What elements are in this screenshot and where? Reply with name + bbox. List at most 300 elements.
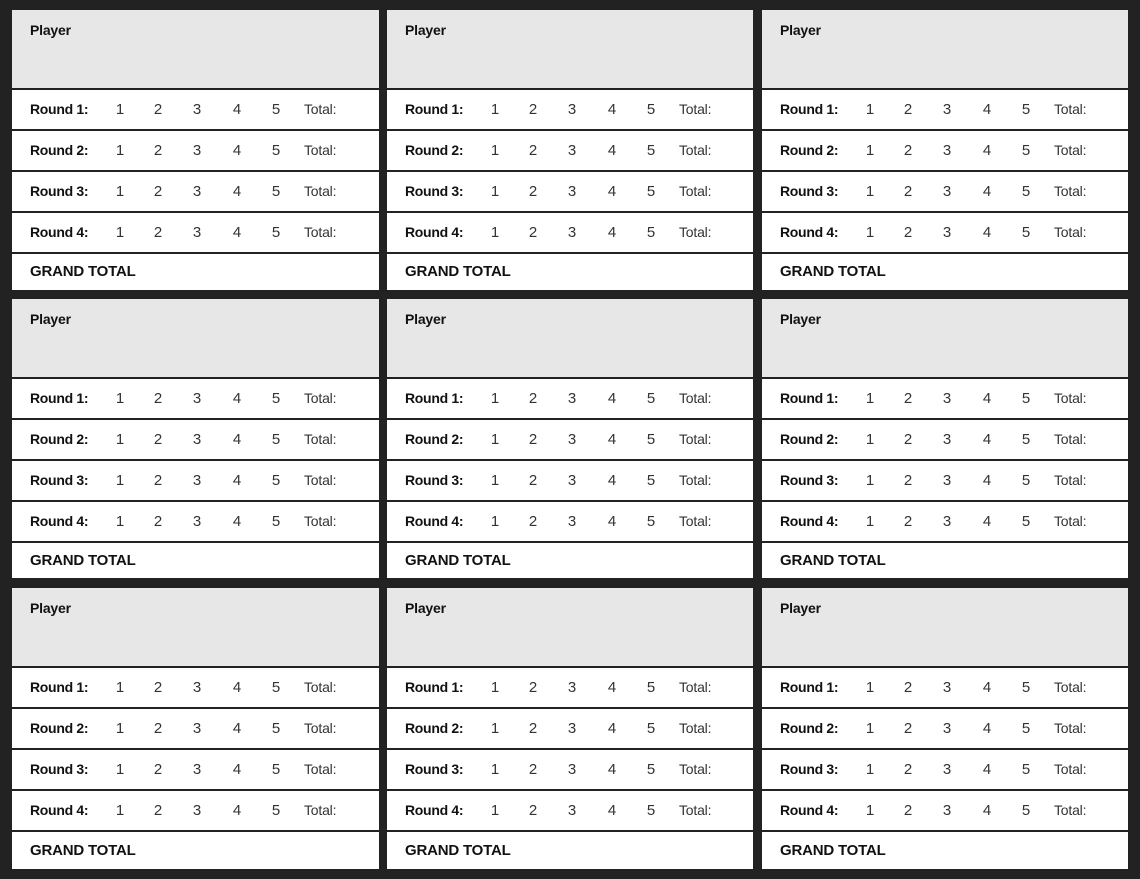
score-option-1[interactable]: 1: [115, 761, 125, 778]
score-option-3[interactable]: 3: [192, 761, 202, 778]
score-option-4[interactable]: 4: [982, 679, 992, 696]
score-option-5[interactable]: 5: [646, 761, 656, 778]
score-option-4[interactable]: 4: [232, 142, 242, 159]
round-label: Round 1:: [30, 390, 89, 406]
score-option-2[interactable]: 2: [528, 720, 538, 737]
score-option-1[interactable]: 1: [115, 390, 125, 407]
grand-total-row[interactable]: [762, 543, 1128, 578]
score-option-5[interactable]: 5: [271, 802, 281, 819]
round-row-1: [12, 379, 379, 420]
score-option-3[interactable]: 3: [567, 224, 577, 241]
score-option-5[interactable]: 5: [646, 679, 656, 696]
round-total-field[interactable]: Total:: [304, 679, 337, 695]
score-option-4[interactable]: 4: [232, 802, 242, 819]
score-option-2[interactable]: 2: [153, 761, 163, 778]
score-option-4[interactable]: 4: [607, 472, 617, 489]
score-option-5[interactable]: 5: [1021, 513, 1031, 530]
score-option-5[interactable]: 5: [646, 142, 656, 159]
player-label: Player: [405, 311, 446, 327]
score-option-3[interactable]: 3: [942, 224, 952, 241]
score-option-3[interactable]: 3: [567, 761, 577, 778]
score-option-5[interactable]: 5: [646, 183, 656, 200]
round-row-3: [12, 461, 379, 502]
round-total-field[interactable]: Total:: [304, 183, 337, 199]
round-total-field[interactable]: Total:: [304, 720, 337, 736]
round-label: Round 1:: [780, 679, 839, 695]
score-option-5[interactable]: 5: [271, 224, 281, 241]
score-option-3[interactable]: 3: [192, 472, 202, 489]
round-total-field[interactable]: Total:: [304, 802, 337, 818]
score-option-3[interactable]: 3: [567, 679, 577, 696]
round-total-field[interactable]: Total:: [304, 390, 337, 406]
score-option-2[interactable]: 2: [528, 802, 538, 819]
score-option-4[interactable]: 4: [982, 142, 992, 159]
round-total-field[interactable]: Total:: [679, 224, 712, 240]
round-label: Round 2:: [405, 431, 464, 447]
round-label: Round 4:: [405, 224, 464, 240]
score-option-3[interactable]: 3: [942, 679, 952, 696]
grand-total-label: GRAND TOTAL: [30, 842, 136, 859]
score-option-3[interactable]: 3: [942, 431, 952, 448]
score-option-2[interactable]: 2: [528, 224, 538, 241]
score-option-5[interactable]: 5: [1021, 472, 1031, 489]
score-option-1[interactable]: 1: [490, 761, 500, 778]
player-card: [387, 588, 753, 869]
score-option-4[interactable]: 4: [232, 431, 242, 448]
score-option-1[interactable]: 1: [490, 513, 500, 530]
grand-total-label: GRAND TOTAL: [405, 842, 511, 859]
round-total-field[interactable]: Total:: [1054, 224, 1087, 240]
round-label: Round 4:: [780, 513, 839, 529]
score-option-1[interactable]: 1: [115, 472, 125, 489]
round-label: Round 2:: [405, 720, 464, 736]
score-option-2[interactable]: 2: [528, 183, 538, 200]
score-option-3[interactable]: 3: [942, 720, 952, 737]
round-row-4: [387, 791, 753, 832]
round-label: Round 3:: [405, 183, 464, 199]
round-row-2: [762, 420, 1128, 461]
round-row-4: [12, 502, 379, 543]
round-row-1: [762, 90, 1128, 131]
round-label: Round 4:: [780, 224, 839, 240]
score-option-5[interactable]: 5: [271, 472, 281, 489]
score-option-5[interactable]: 5: [271, 142, 281, 159]
score-option-5[interactable]: 5: [646, 431, 656, 448]
round-row-1: [12, 668, 379, 709]
round-total-field[interactable]: Total:: [1054, 142, 1087, 158]
score-option-4[interactable]: 4: [232, 761, 242, 778]
score-option-1[interactable]: 1: [115, 183, 125, 200]
score-option-4[interactable]: 4: [232, 720, 242, 737]
round-row-2: [762, 709, 1128, 750]
score-option-3[interactable]: 3: [567, 101, 577, 118]
score-option-1[interactable]: 1: [490, 142, 500, 159]
score-option-5[interactable]: 5: [1021, 802, 1031, 819]
player-label: Player: [780, 600, 821, 616]
grand-total-label: GRAND TOTAL: [780, 263, 886, 280]
round-total-field[interactable]: Total:: [679, 761, 712, 777]
score-option-4[interactable]: 4: [607, 224, 617, 241]
score-option-5[interactable]: 5: [1021, 183, 1031, 200]
round-row-4: [12, 213, 379, 254]
round-total-field[interactable]: Total:: [679, 101, 712, 117]
round-total-field[interactable]: Total:: [304, 431, 337, 447]
score-option-2[interactable]: 2: [153, 431, 163, 448]
round-row-1: [762, 668, 1128, 709]
round-total-field[interactable]: Total:: [679, 183, 712, 199]
score-option-4[interactable]: 4: [607, 390, 617, 407]
score-option-2[interactable]: 2: [528, 390, 538, 407]
score-option-2[interactable]: 2: [903, 679, 913, 696]
player-name-box[interactable]: [12, 299, 379, 379]
round-total-field[interactable]: Total:: [1054, 472, 1087, 488]
round-total-field[interactable]: Total:: [304, 761, 337, 777]
player-card: [762, 299, 1128, 578]
player-name-box[interactable]: [12, 588, 379, 668]
round-label: Round 2:: [780, 431, 839, 447]
score-option-4[interactable]: 4: [232, 513, 242, 530]
score-option-1[interactable]: 1: [490, 679, 500, 696]
round-row-4: [762, 791, 1128, 832]
score-option-1[interactable]: 1: [865, 431, 875, 448]
score-option-5[interactable]: 5: [646, 101, 656, 118]
score-option-5[interactable]: 5: [646, 720, 656, 737]
round-row-3: [387, 461, 753, 502]
score-option-4[interactable]: 4: [232, 390, 242, 407]
score-option-1[interactable]: 1: [115, 431, 125, 448]
score-option-1[interactable]: 1: [490, 802, 500, 819]
round-label: Round 2:: [30, 720, 89, 736]
score-option-4[interactable]: 4: [232, 472, 242, 489]
score-option-3[interactable]: 3: [192, 183, 202, 200]
score-option-5[interactable]: 5: [271, 101, 281, 118]
score-option-1[interactable]: 1: [115, 224, 125, 241]
score-option-4[interactable]: 4: [982, 183, 992, 200]
score-option-3[interactable]: 3: [567, 720, 577, 737]
grand-total-row[interactable]: [762, 832, 1128, 869]
score-option-4[interactable]: 4: [232, 224, 242, 241]
score-option-4[interactable]: 4: [982, 390, 992, 407]
grand-total-row[interactable]: [387, 254, 753, 290]
grand-total-row[interactable]: [12, 832, 379, 869]
score-option-5[interactable]: 5: [271, 183, 281, 200]
round-label: Round 4:: [405, 802, 464, 818]
score-option-4[interactable]: 4: [982, 431, 992, 448]
round-row-2: [387, 709, 753, 750]
score-option-4[interactable]: 4: [607, 720, 617, 737]
score-option-2[interactable]: 2: [153, 802, 163, 819]
grand-total-label: GRAND TOTAL: [405, 552, 511, 569]
score-option-4[interactable]: 4: [607, 513, 617, 530]
score-option-1[interactable]: 1: [865, 679, 875, 696]
score-option-4[interactable]: 4: [982, 720, 992, 737]
score-option-3[interactable]: 3: [942, 513, 952, 530]
round-label: Round 4:: [30, 802, 89, 818]
player-name-box[interactable]: [762, 299, 1128, 379]
score-option-2[interactable]: 2: [528, 431, 538, 448]
score-option-4[interactable]: 4: [982, 101, 992, 118]
round-total-field[interactable]: Total:: [679, 720, 712, 736]
score-option-1[interactable]: 1: [865, 472, 875, 489]
round-total-field[interactable]: Total:: [1054, 431, 1087, 447]
score-option-4[interactable]: 4: [982, 513, 992, 530]
score-option-4[interactable]: 4: [607, 679, 617, 696]
player-label: Player: [405, 22, 446, 38]
score-option-2[interactable]: 2: [903, 802, 913, 819]
score-option-1[interactable]: 1: [490, 431, 500, 448]
score-option-3[interactable]: 3: [192, 224, 202, 241]
player-name-box[interactable]: [387, 10, 753, 90]
score-option-1[interactable]: 1: [115, 802, 125, 819]
score-option-5[interactable]: 5: [646, 472, 656, 489]
player-name-box[interactable]: [387, 588, 753, 668]
score-option-2[interactable]: 2: [903, 142, 913, 159]
score-option-1[interactable]: 1: [865, 513, 875, 530]
player-card: [12, 588, 379, 869]
score-option-5[interactable]: 5: [1021, 142, 1031, 159]
player-label: Player: [405, 600, 446, 616]
score-option-2[interactable]: 2: [903, 472, 913, 489]
score-option-4[interactable]: 4: [607, 761, 617, 778]
score-option-3[interactable]: 3: [942, 761, 952, 778]
round-total-field[interactable]: Total:: [679, 679, 712, 695]
grand-total-row[interactable]: [12, 254, 379, 290]
score-option-5[interactable]: 5: [646, 224, 656, 241]
grand-total-label: GRAND TOTAL: [780, 842, 886, 859]
score-option-2[interactable]: 2: [153, 142, 163, 159]
score-option-3[interactable]: 3: [942, 390, 952, 407]
score-option-5[interactable]: 5: [1021, 720, 1031, 737]
score-option-5[interactable]: 5: [1021, 679, 1031, 696]
round-row-1: [12, 90, 379, 131]
player-card: [387, 10, 753, 290]
round-total-field[interactable]: Total:: [679, 431, 712, 447]
round-total-field[interactable]: Total:: [1054, 101, 1087, 117]
score-option-4[interactable]: 4: [607, 142, 617, 159]
score-option-1[interactable]: 1: [115, 513, 125, 530]
score-option-2[interactable]: 2: [903, 390, 913, 407]
player-card: [762, 588, 1128, 869]
round-total-field[interactable]: Total:: [679, 142, 712, 158]
score-option-3[interactable]: 3: [942, 101, 952, 118]
score-option-2[interactable]: 2: [153, 679, 163, 696]
score-option-1[interactable]: 1: [865, 142, 875, 159]
score-option-2[interactable]: 2: [528, 513, 538, 530]
score-option-3[interactable]: 3: [192, 720, 202, 737]
round-row-2: [12, 420, 379, 461]
score-option-5[interactable]: 5: [1021, 431, 1031, 448]
score-option-4[interactable]: 4: [232, 183, 242, 200]
score-option-5[interactable]: 5: [271, 720, 281, 737]
score-option-3[interactable]: 3: [942, 802, 952, 819]
round-total-field[interactable]: Total:: [304, 224, 337, 240]
score-option-3[interactable]: 3: [192, 802, 202, 819]
player-label: Player: [30, 600, 71, 616]
score-option-3[interactable]: 3: [567, 183, 577, 200]
round-row-3: [762, 750, 1128, 791]
score-option-1[interactable]: 1: [865, 720, 875, 737]
score-option-2[interactable]: 2: [153, 513, 163, 530]
score-option-2[interactable]: 2: [903, 183, 913, 200]
grand-total-label: GRAND TOTAL: [30, 552, 136, 569]
score-option-1[interactable]: 1: [115, 720, 125, 737]
score-option-3[interactable]: 3: [192, 142, 202, 159]
score-option-2[interactable]: 2: [903, 101, 913, 118]
score-option-4[interactable]: 4: [982, 802, 992, 819]
score-option-1[interactable]: 1: [865, 802, 875, 819]
score-option-5[interactable]: 5: [1021, 761, 1031, 778]
score-option-5[interactable]: 5: [271, 761, 281, 778]
round-label: Round 3:: [30, 472, 89, 488]
score-option-5[interactable]: 5: [1021, 390, 1031, 407]
score-option-5[interactable]: 5: [271, 513, 281, 530]
score-option-3[interactable]: 3: [567, 142, 577, 159]
score-option-2[interactable]: 2: [153, 101, 163, 118]
score-option-3[interactable]: 3: [192, 513, 202, 530]
round-total-field[interactable]: Total:: [1054, 183, 1087, 199]
player-card: [387, 299, 753, 578]
score-option-4[interactable]: 4: [607, 183, 617, 200]
score-option-5[interactable]: 5: [646, 390, 656, 407]
round-row-4: [762, 213, 1128, 254]
score-option-1[interactable]: 1: [490, 224, 500, 241]
round-total-field[interactable]: Total:: [679, 472, 712, 488]
round-row-3: [762, 172, 1128, 213]
score-option-3[interactable]: 3: [192, 679, 202, 696]
score-option-4[interactable]: 4: [982, 761, 992, 778]
score-option-5[interactable]: 5: [1021, 224, 1031, 241]
round-label: Round 4:: [780, 802, 839, 818]
player-card: [12, 10, 379, 290]
score-option-5[interactable]: 5: [271, 431, 281, 448]
score-option-2[interactable]: 2: [153, 224, 163, 241]
score-option-3[interactable]: 3: [942, 183, 952, 200]
score-option-2[interactable]: 2: [528, 472, 538, 489]
score-option-2[interactable]: 2: [903, 761, 913, 778]
grand-total-row[interactable]: [12, 543, 379, 578]
score-option-1[interactable]: 1: [490, 183, 500, 200]
score-option-1[interactable]: 1: [865, 101, 875, 118]
score-option-3[interactable]: 3: [567, 472, 577, 489]
round-label: Round 1:: [780, 101, 839, 117]
score-option-2[interactable]: 2: [528, 679, 538, 696]
score-option-3[interactable]: 3: [567, 431, 577, 448]
score-option-1[interactable]: 1: [490, 101, 500, 118]
score-option-1[interactable]: 1: [115, 142, 125, 159]
score-option-2[interactable]: 2: [528, 142, 538, 159]
score-option-4[interactable]: 4: [607, 101, 617, 118]
score-option-1[interactable]: 1: [865, 390, 875, 407]
score-option-2[interactable]: 2: [903, 431, 913, 448]
score-option-2[interactable]: 2: [528, 101, 538, 118]
player-name-box[interactable]: [12, 10, 379, 90]
score-option-1[interactable]: 1: [490, 720, 500, 737]
round-total-field[interactable]: Total:: [304, 142, 337, 158]
score-option-1[interactable]: 1: [490, 390, 500, 407]
round-row-3: [762, 461, 1128, 502]
round-total-field[interactable]: Total:: [1054, 679, 1087, 695]
round-total-field[interactable]: Total:: [1054, 720, 1087, 736]
score-option-3[interactable]: 3: [567, 513, 577, 530]
score-option-1[interactable]: 1: [115, 679, 125, 696]
score-option-5[interactable]: 5: [271, 679, 281, 696]
score-option-3[interactable]: 3: [567, 390, 577, 407]
round-row-4: [387, 502, 753, 543]
score-option-3[interactable]: 3: [942, 142, 952, 159]
round-label: Round 2:: [405, 142, 464, 158]
score-option-4[interactable]: 4: [232, 101, 242, 118]
score-option-2[interactable]: 2: [903, 224, 913, 241]
score-option-2[interactable]: 2: [153, 720, 163, 737]
round-label: Round 1:: [780, 390, 839, 406]
round-total-field[interactable]: Total:: [304, 101, 337, 117]
player-name-box[interactable]: [762, 10, 1128, 90]
score-option-2[interactable]: 2: [903, 513, 913, 530]
score-option-2[interactable]: 2: [153, 183, 163, 200]
score-option-2[interactable]: 2: [153, 390, 163, 407]
score-option-4[interactable]: 4: [982, 224, 992, 241]
round-row-2: [387, 131, 753, 172]
score-option-3[interactable]: 3: [192, 390, 202, 407]
score-option-5[interactable]: 5: [271, 390, 281, 407]
round-total-field[interactable]: Total:: [304, 472, 337, 488]
round-total-field[interactable]: Total:: [304, 513, 337, 529]
round-row-3: [387, 750, 753, 791]
score-option-3[interactable]: 3: [942, 472, 952, 489]
grand-total-label: GRAND TOTAL: [780, 552, 886, 569]
score-option-5[interactable]: 5: [1021, 101, 1031, 118]
score-option-4[interactable]: 4: [982, 472, 992, 489]
score-option-4[interactable]: 4: [607, 431, 617, 448]
score-option-3[interactable]: 3: [192, 431, 202, 448]
score-option-1[interactable]: 1: [490, 472, 500, 489]
round-total-field[interactable]: Total:: [679, 802, 712, 818]
round-total-field[interactable]: Total:: [1054, 513, 1087, 529]
score-option-1[interactable]: 1: [865, 761, 875, 778]
round-total-field[interactable]: Total:: [679, 390, 712, 406]
round-label: Round 3:: [405, 761, 464, 777]
round-row-4: [387, 213, 753, 254]
player-name-box[interactable]: [387, 299, 753, 379]
grand-total-row[interactable]: [387, 832, 753, 869]
grand-total-row[interactable]: [762, 254, 1128, 290]
score-option-3[interactable]: 3: [567, 802, 577, 819]
player-label: Player: [780, 311, 821, 327]
round-row-1: [387, 379, 753, 420]
score-option-4[interactable]: 4: [232, 679, 242, 696]
round-label: Round 3:: [780, 761, 839, 777]
score-option-5[interactable]: 5: [646, 802, 656, 819]
grand-total-row[interactable]: [387, 543, 753, 578]
score-option-2[interactable]: 2: [903, 720, 913, 737]
player-name-box[interactable]: [762, 588, 1128, 668]
score-option-5[interactable]: 5: [646, 513, 656, 530]
score-option-1[interactable]: 1: [865, 183, 875, 200]
score-option-4[interactable]: 4: [607, 802, 617, 819]
round-total-field[interactable]: Total:: [1054, 390, 1087, 406]
score-option-1[interactable]: 1: [865, 224, 875, 241]
round-total-field[interactable]: Total:: [1054, 761, 1087, 777]
player-card: [12, 299, 379, 578]
round-row-4: [762, 502, 1128, 543]
round-total-field[interactable]: Total:: [1054, 802, 1087, 818]
score-option-2[interactable]: 2: [153, 472, 163, 489]
score-option-3[interactable]: 3: [192, 101, 202, 118]
round-total-field[interactable]: Total:: [679, 513, 712, 529]
score-option-1[interactable]: 1: [115, 101, 125, 118]
score-option-2[interactable]: 2: [528, 761, 538, 778]
player-label: Player: [30, 22, 71, 38]
